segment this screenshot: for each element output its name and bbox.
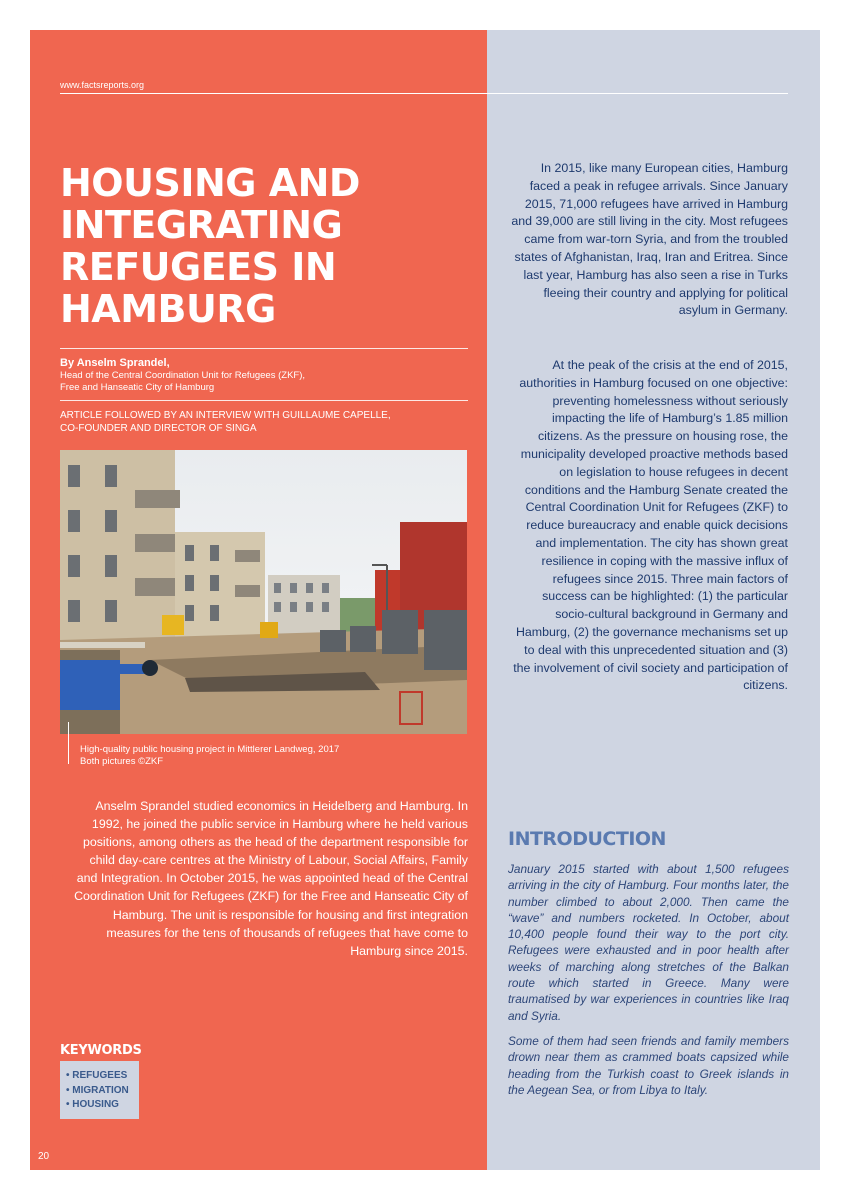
article-note: [60, 409, 460, 435]
introduction-heading: INTRODUCTION: [508, 828, 666, 850]
keywords-list: [60, 1061, 139, 1113]
photo-caption: [80, 744, 339, 768]
article-title: HOUSING AND INTEGRATING REFUGEES IN HAMBURG: [60, 161, 360, 331]
keyword-item: • HOUSING: [66, 1099, 119, 1110]
keyword-item: • MIGRATION: [66, 1084, 129, 1096]
keywords-box: [60, 1061, 139, 1119]
photo-caption-line-2: Both pictures ©ZKF: [80, 756, 164, 767]
photo-caption-line-1: High-quality public housing project in Mittlerer Landweg, 2017: [80, 744, 340, 755]
housing-construction-image: [60, 450, 467, 734]
article-note-line-1: ARTICLE FOLLOWED BY AN INTERVIEW WITH GUILLAUME CAPELLE,: [60, 410, 391, 421]
lead-paragraph: In 2015, like many European cities, Hamburg faced a peak in refugee arrivals. Since January 2015, 71,000 refugees have arrived in Hamburg and 39,000 are still living in the city. Most refugees came from war-torn Syria, and from the troubled states of Afghanistan, Iraq, Iran and Eritrea. Since last year, Hamburg has also seen a rise in Turks fleeing their country and applying for political asylum in Germany.: [511, 161, 788, 318]
author-role-line-2: Free and Hanseatic City of Hamburg: [60, 382, 215, 393]
introduction-paragraph-1: January 2015 started with about 1,500 refugees arriving in the city of Hamburg. Four months later, the number climbed to about 2,000. Then came the “wave” and numbers rocketed. In October, about 10,400 people found their way to the port city. Refugees were exhausted and in poor health after weeks of marching along stretches of the Balkan route which started in Greece. Many were traumatised by war experiences in countries like Iraq and Syria.: [508, 862, 789, 1023]
header-url: www.factsreports.org: [60, 80, 145, 90]
housing-photo: [60, 450, 467, 734]
caption-line: [68, 722, 69, 764]
byline-divider: [60, 400, 468, 401]
keyword-item: • REFUGEES: [66, 1070, 128, 1081]
header-rule: [60, 93, 788, 94]
page-number: 20: [38, 1151, 50, 1162]
author-name: By Anselm Sprandel,: [60, 357, 170, 369]
keywords-title: KEYWORDS: [60, 1043, 142, 1058]
summary-paragraph: At the peak of the crisis at the end of 2015, authorities in Hamburg focused on one objective: preventing homelessness without seriously impacting the life of Hamburg’s 1.85 million citizens. As the pressure on housing rose, the municipality developed proactive methods based on legislation to house refugees in decent conditions and the Hamburg Senate created the Central Coordination Unit for Refugees (ZKF) to reduce bureaucracy and enable quick decisions and implementation. The city has shown great resilience in coping with the massive influx of refugees since 2015. Three main factors of success can be highlighted: (1) the particular socio-cultural background in Germany and Hamburg, (2) the governance mechanisms set up to deal with this unprecedented situation and (3) the involvement of civil society and participation of citizens.: [513, 358, 788, 693]
introduction-paragraph-2: Some of them had seen friends and family members drown near them as crammed boats capsized while heading from the Turkish coast to Greek islands in the Aegean Sea, or from Libya to Italy.: [508, 1034, 789, 1097]
article-note-line-2: CO-FOUNDER AND DIRECTOR OF SINGA: [60, 423, 257, 434]
author-role-line-1: Head of the Central Coordination Unit for Refugees (ZKF),: [60, 370, 306, 381]
title-divider: [60, 348, 468, 349]
byline: [60, 356, 460, 394]
author-bio: Anselm Sprandel studied economics in Heidelberg and Hamburg. In 1992, he joined the public service in Hamburg where he held various positions, among others as the head of the department responsible for child day-care centres at the Ministry of Labour, Social Affairs, Family and Integration. In October 2015, he was appointed head of the Central Coordination Unit for Refugees (ZKF) for the Free and Hanseatic City of Hamburg. The unit is responsible for housing and first integration measures for the tens of thousands of refugees that have come to Hamburg since 2015.: [74, 799, 468, 958]
